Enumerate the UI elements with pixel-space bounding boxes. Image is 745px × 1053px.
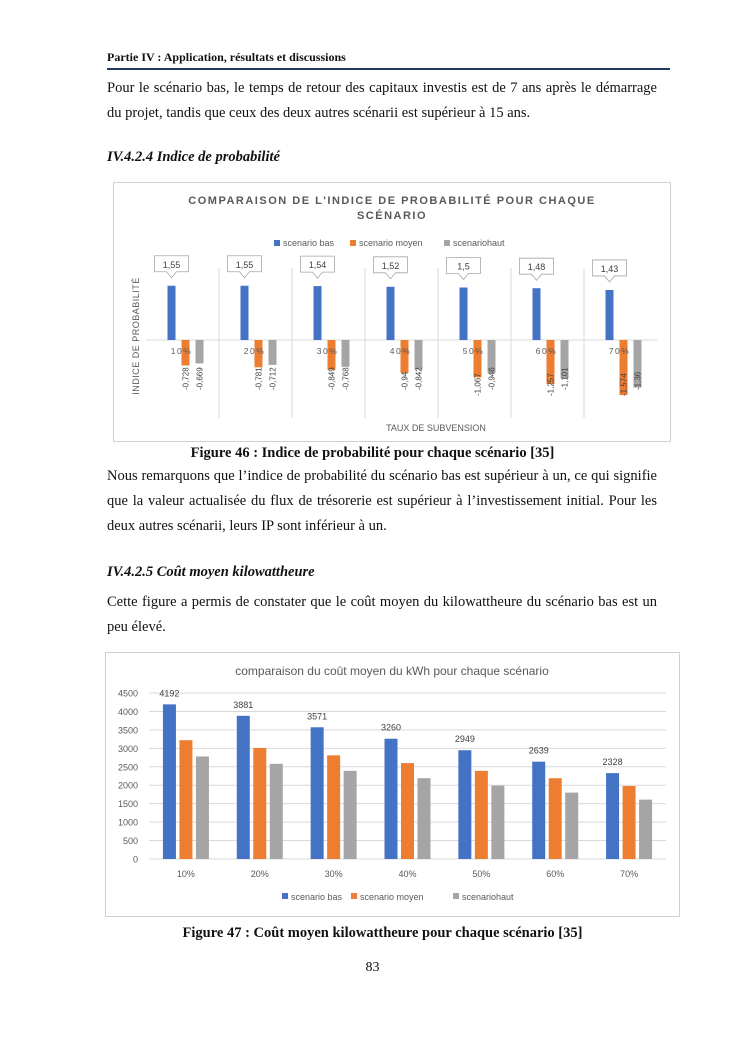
chart1-title-line2: SCÉNARIO: [356, 210, 428, 222]
chart2-bar-bas: [606, 773, 619, 859]
paragraph-ip-analysis: Nous remarquons que l’indice de probabilité du scénario bas est supérieur à un, ce qui signifie que la valeur actualisée du flux de trésorerie est supérieur à l’investissement initial. Pour les deux autres scénarii, leurs IP sont inférieur à un.: [107, 468, 657, 534]
chart2-data-label-bas: 2639: [528, 745, 549, 756]
chart1-y-axis-title: INDICE DE PROBABILITÉ: [131, 277, 141, 395]
chart2-legend-swatch-2: [453, 893, 459, 899]
chart2-legend-swatch-0: [282, 893, 288, 899]
chart1-x-axis-title: TAUX DE SUBVENSION: [386, 423, 486, 433]
paragraph-kwh-cost: Cette figure a permis de constater que le coût moyen du kilowattheure du scénario bas est un peu élevé.: [107, 594, 657, 635]
chart-kwh-cost: [105, 652, 680, 917]
chart2-bar-bas: [532, 762, 545, 859]
chart1-x-tick-label: 70%: [608, 346, 631, 356]
chart2-bar-moyen: [253, 748, 266, 859]
page-number: 83: [365, 960, 380, 975]
chart1-data-label-bas: 1,48: [527, 262, 546, 273]
chart2-bar-moyen: [549, 778, 562, 859]
chart2-legend-label-1: scenario moyen: [360, 892, 424, 902]
chart2-bar-haut: [565, 793, 578, 859]
chart2-data-label-bas: 2328: [602, 757, 623, 768]
chart2-bar-bas: [458, 750, 471, 859]
chart2-bar-moyen: [475, 771, 488, 859]
chart2-bar-haut: [196, 756, 209, 859]
running-header: Partie IV : Application, résultats et discussions: [107, 50, 346, 64]
chart-probability-index: [113, 182, 671, 442]
chart2-data-label-bas: 2949: [454, 734, 475, 745]
chart1-bar-bas: [314, 286, 322, 340]
chart1-data-label-haut: -0,712: [268, 367, 278, 390]
chart1-title-line1: COMPARAISON DE L'INDICE DE PROBABILITÉ POUR CHAQUE: [188, 195, 596, 207]
header-rule: [107, 68, 670, 70]
chart2-data-label-bas: 3260: [380, 722, 402, 733]
chart1-x-tick-label: 10%: [170, 346, 193, 356]
chart1-data-label-haut: -1,36: [633, 371, 643, 390]
chart2-y-tick-label: 2500: [117, 762, 138, 773]
chart2-x-tick-label: 50%: [472, 869, 491, 879]
chart2-legend-label-0: scenario bas: [291, 892, 343, 902]
chart2-bar-moyen: [179, 740, 192, 859]
chart1-bar-bas: [387, 287, 395, 340]
chart1-bar-haut: [415, 340, 423, 369]
chart1-data-label-haut: -0,669: [195, 367, 205, 390]
chart2-bar-haut: [418, 778, 431, 859]
chart2-svg: [106, 653, 679, 916]
chart1-data-label-moyen: -0,849: [327, 367, 337, 390]
chart2-title: comparaison du coût moyen du kWh pour chaque scénario: [235, 664, 549, 678]
chart1-data-label-haut: -1,101: [560, 367, 570, 390]
chart1-bar-bas: [533, 288, 541, 340]
chart1-data-label-moyen: -0,728: [181, 367, 191, 390]
chart1-data-label-moyen: -1,257: [546, 373, 556, 396]
chart1-data-label-moyen: -1,574: [619, 373, 629, 396]
section-heading-kwh-cost: IV.4.2.5 Coût moyen kilowattheure: [107, 564, 315, 580]
chart2-bar-haut: [344, 771, 357, 859]
section-heading-probability-index: IV.4.2.4 Indice de probabilité: [107, 149, 280, 165]
chart1-bar-moyen: [401, 340, 409, 373]
chart1-data-label-bas: 1,55: [235, 259, 254, 270]
chart1-x-tick-label: 20%: [243, 346, 266, 356]
chart1-bar-haut: [342, 340, 350, 367]
chart2-bar-moyen: [327, 755, 340, 859]
chart2-y-tick-label: 2000: [117, 780, 138, 791]
chart1-bar-bas: [606, 290, 614, 340]
chart2-data-label-bas: 3571: [307, 711, 328, 722]
chart2-y-tick-label: 500: [122, 836, 138, 847]
chart2-bar-moyen: [401, 763, 414, 859]
chart2-bar-haut: [270, 764, 283, 859]
chart2-y-tick-label: 0: [132, 854, 138, 865]
chart1-x-tick-label: 60%: [535, 346, 558, 356]
chart2-bar-haut: [639, 800, 652, 859]
chart2-bar-bas: [237, 716, 250, 859]
paragraph-payback: Pour le scénario bas, le temps de retour des capitaux investis est de 7 ans après le démarrage du projet, tandis que ceux des deux autres scénarii est supérieur à 15 ans.: [107, 80, 657, 121]
chart1-legend-swatch-2: [444, 240, 450, 246]
chart1-data-label-moyen: -1,067: [473, 373, 483, 396]
chart1-data-label-haut: -0,842: [414, 367, 424, 390]
chart2-legend-label-2: scenariohaut: [462, 892, 514, 902]
chart2-bar-bas: [163, 704, 176, 859]
chart1-x-tick-label: 40%: [389, 346, 412, 356]
chart2-x-tick-label: 70%: [620, 869, 639, 879]
chart2-y-tick-label: 4500: [117, 688, 138, 699]
chart1-bar-bas: [460, 288, 468, 341]
chart1-x-tick-label: 30%: [316, 346, 339, 356]
figure-47-caption: Figure 47 : Coût moyen kilowattheure pour chaque scénario [35]: [182, 925, 583, 941]
chart2-y-tick-label: 3000: [117, 743, 138, 754]
chart1-legend-label-2: scenariohaut: [453, 238, 505, 248]
chart2-y-tick-label: 3500: [117, 725, 138, 736]
chart1-data-label-moyen: -0,781: [254, 367, 264, 390]
chart1-x-tick-label: 50%: [462, 346, 485, 356]
chart2-data-label-bas: 3881: [233, 699, 254, 710]
chart1-bar-haut: [196, 340, 204, 363]
chart1-legend-swatch-1: [350, 240, 356, 246]
chart2-bar-haut: [491, 786, 504, 859]
figure-46-caption: Figure 46 : Indice de probabilité pour chaque scénario [35]: [190, 445, 555, 461]
chart2-y-tick-label: 4000: [117, 706, 138, 717]
chart2-x-tick-label: 10%: [176, 869, 195, 879]
chart2-x-tick-label: 40%: [398, 869, 417, 879]
chart1-svg: [114, 183, 670, 441]
chart2-data-label-bas: 4192: [159, 688, 180, 699]
chart1-bar-bas: [241, 286, 249, 340]
chart1-data-label-bas: 1,43: [600, 263, 619, 274]
chart2-y-tick-label: 1500: [117, 799, 138, 810]
chart2-bar-bas: [385, 739, 398, 859]
chart2-y-tick-label: 1000: [117, 817, 138, 828]
chart1-data-label-bas: 1,5: [457, 261, 470, 272]
chart1-data-label-haut: -0,768: [341, 367, 351, 390]
chart1-data-label-bas: 1,55: [162, 259, 181, 270]
chart1-bar-haut: [269, 340, 277, 365]
chart1-legend-swatch-0: [274, 240, 280, 246]
chart1-legend-label-0: scenario bas: [283, 238, 335, 248]
chart2-x-tick-label: 20%: [250, 869, 269, 879]
chart2-x-tick-label: 30%: [324, 869, 343, 879]
chart1-legend-label-1: scenario moyen: [359, 238, 423, 248]
chart1-data-label-bas: 1,54: [308, 260, 327, 271]
chart1-bar-bas: [168, 286, 176, 340]
chart1-data-label-bas: 1,52: [381, 260, 400, 271]
chart2-bar-moyen: [623, 786, 636, 859]
chart2-bar-bas: [311, 727, 324, 859]
chart2-x-tick-label: 60%: [546, 869, 565, 879]
chart1-data-label-haut: -0,946: [487, 367, 497, 390]
chart1-data-label-moyen: -0,94: [400, 371, 410, 390]
chart2-legend-swatch-1: [351, 893, 357, 899]
